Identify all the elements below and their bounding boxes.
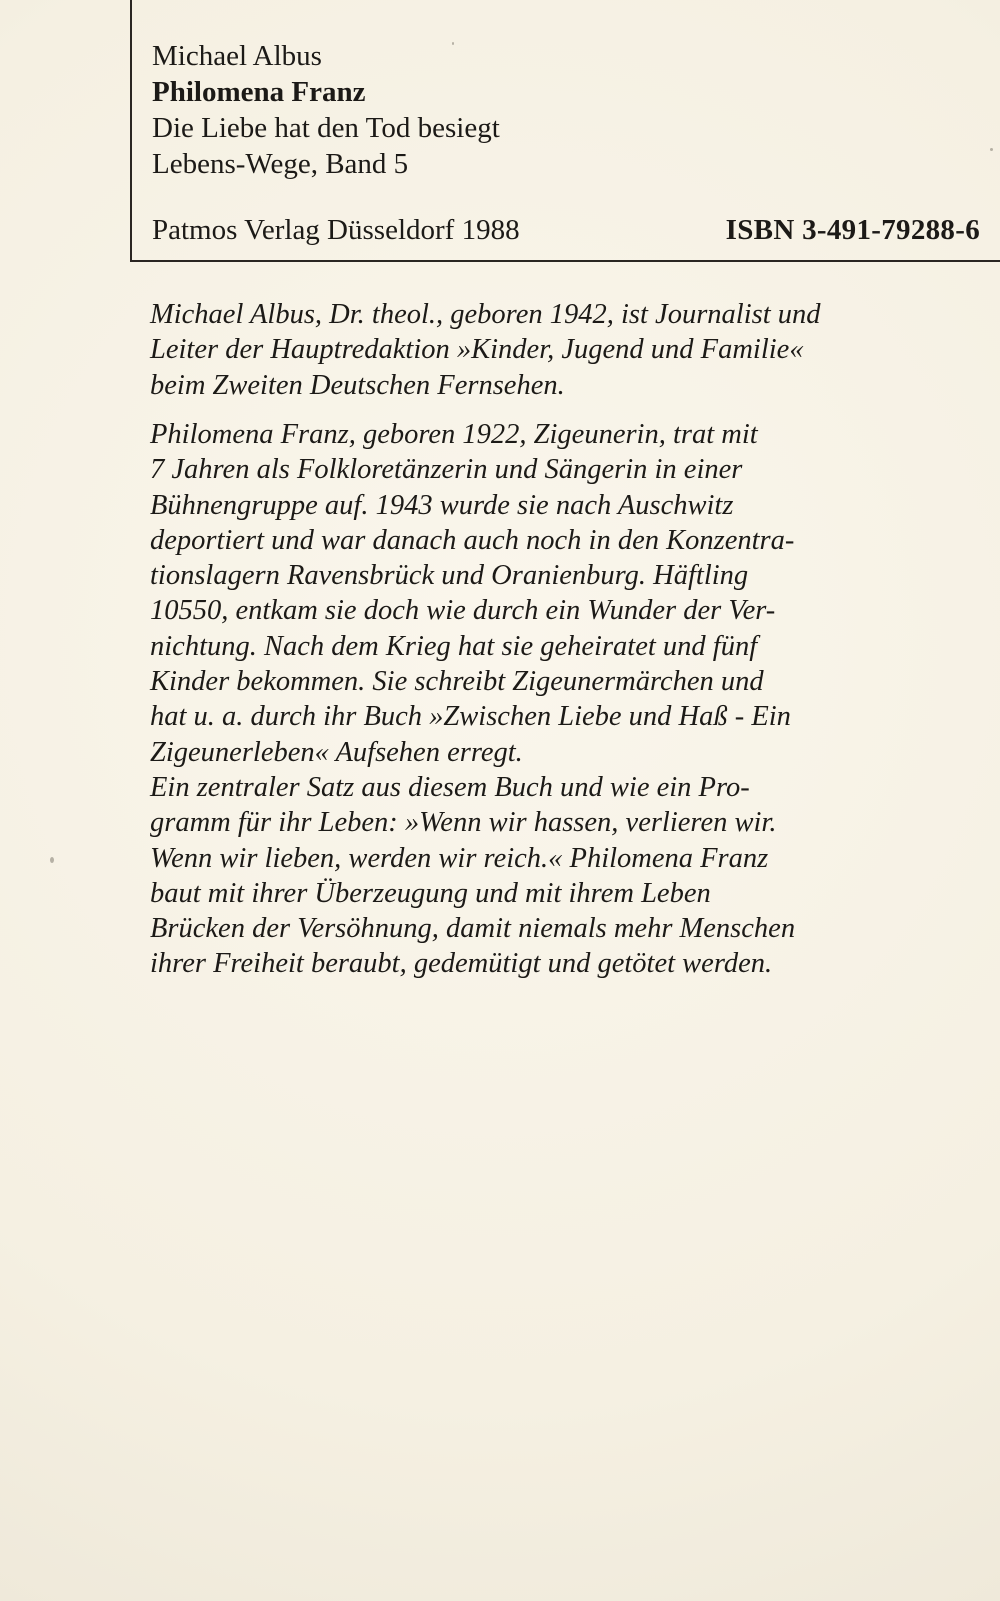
text-line: 10550, entkam sie doch wie durch ein Wunder der Ver-	[150, 595, 776, 627]
text-line: Kinder bekommen. Sie schreibt Zigeunermärchen und	[150, 666, 764, 698]
paper-speck	[452, 42, 454, 45]
text-line: Leiter der Hauptredaktion »Kinder, Jugend und Familie«	[150, 334, 804, 366]
book-title: Die Liebe hat den Tod besiegt	[152, 112, 500, 144]
bibliographic-box	[130, 0, 1000, 262]
paper-speck	[990, 148, 993, 151]
text-line: Bühnengruppe auf. 1943 wurde sie nach Auschwitz	[150, 489, 734, 521]
author-name: Michael Albus	[152, 40, 322, 72]
subject-name: Philomena Franz	[152, 76, 366, 108]
text-line: Philomena Franz, geboren 1922, Zigeunerin, trat mit	[150, 419, 758, 450]
text-line: Wenn wir lieben, werden wir reich.« Philomena Franz	[150, 842, 769, 874]
text-line: beim Zweiten Deutschen Fernsehen.	[150, 369, 565, 401]
text-line: tionslagern Ravensbrück und Oranienburg. Häftling	[150, 560, 749, 592]
isbn: ISBN 3-491-79288-6	[725, 214, 980, 246]
text-line: baut mit ihrer Überzeugung und mit ihrem Leben	[150, 877, 711, 909]
publisher-row	[152, 212, 980, 248]
text-line: 7 Jahren als Folkloretänzerin und Sängerin in einer	[150, 454, 743, 486]
text-line: Brücken der Versöhnung, damit niemals mehr Menschen	[150, 913, 796, 945]
publisher-info: Patmos Verlag Düsseldorf 1988	[152, 214, 520, 246]
text-line: deportiert und war danach auch noch in den Konzentra-	[150, 524, 795, 556]
text-line: hat u. a. durch ihr Buch »Zwischen Liebe und Haß - Ein	[150, 701, 791, 733]
paper-speck	[50, 857, 54, 863]
text-line: nichtung. Nach dem Krieg hat sie geheiratet und fünf	[150, 630, 758, 662]
series-name: Lebens-Wege, Band 5	[152, 148, 409, 180]
bibliographic-lines	[152, 38, 500, 182]
text-line: Ein zentraler Satz aus diesem Buch und wie ein Pro-	[150, 771, 750, 803]
subject-biography	[150, 417, 910, 982]
text-line: gramm für ihr Leben: »Wenn wir hassen, verlieren wir.	[150, 807, 777, 839]
author-biography	[150, 297, 910, 403]
text-line: Michael Albus, Dr. theol., geboren 1942, ist Journalist und	[150, 299, 821, 330]
text-line: ihrer Freiheit beraubt, gedemütigt und getötet werden.	[150, 948, 773, 980]
text-line: Zigeunerleben« Aufsehen erregt.	[150, 736, 523, 768]
